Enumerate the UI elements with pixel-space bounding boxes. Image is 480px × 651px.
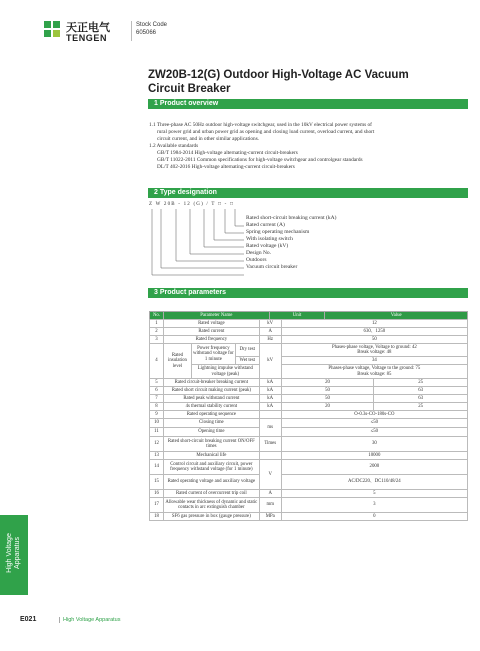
header-value: Value [325,312,468,320]
cell: Lightning impulse withstand voltage (peak) [191,365,259,379]
cell: Rated operating voltage and auxiliary voltage [163,475,259,490]
cell: Rated peak withstand current [163,395,259,403]
cell: Rated current [163,328,259,336]
footer-label: High Voltage Apparatus [59,617,121,623]
cell: Rated current of overcurrent trip coil [163,490,259,498]
cell: kA [259,379,281,387]
cell: Power frequency withstand voltage for 1 minute [191,344,235,365]
designation-item: Rated short-circuit breaking current (kA) [246,215,337,221]
table-row [150,336,468,344]
title-line-1: ZW20B-12(G) Outdoor High-Voltage AC Vacuum [148,69,409,81]
type-code: Z W 20B - 12 (G) / T □ - □ [149,202,235,207]
header-param: Parameter Name [163,312,269,320]
cell: 17 [150,498,164,513]
cell: mm [259,498,281,513]
cell: O-0.3s-CO-180s-CO [281,411,467,419]
designation-item: Rated current (A) [246,222,285,228]
cell: 10 [150,419,164,428]
cell: 63 [374,395,468,403]
cell: 2000 [281,460,467,475]
table-row [150,428,468,437]
cell-line: Break voltage: 85 [357,371,392,377]
stock-code-value: 605066 [136,30,157,36]
overview-line: DL/T 402-2016 High-voltage alternating-current circuit-breakers [157,164,295,170]
logo-cn-text: 天正电气 [66,21,110,34]
cell: 4 [150,344,164,379]
table-row [150,411,468,419]
cell [259,411,281,419]
table-row [150,490,468,498]
designation-item: Vacuum circuit breaker [246,264,298,270]
cell: Allowable wear thickness of dynamic and static contacts in arc extinguish chamber [163,498,259,513]
cell [281,344,467,357]
cell: Hz [259,336,281,344]
cell: Rated frequency [163,336,259,344]
cell: 2 [150,328,164,336]
overview-line: rural power grid and urban power grid as opening and closing load current, overload current, and short [157,129,375,135]
table-row [150,419,468,428]
cell: 8 [150,403,164,411]
cell: 630、1250 [281,328,467,336]
overview-line: 1.2 Available standards [149,143,199,149]
cell: 0 [281,513,467,521]
side-tab-label [6,513,22,593]
cell: 10000 [281,452,467,460]
cell: Wet test [235,357,259,365]
footer [20,616,121,623]
cell: 4s thermal stability current [163,403,259,411]
cell: 15 [150,475,164,490]
overview-line: circuit current, and in other similar applications. [157,136,260,142]
cell: 20 [281,379,374,387]
cell: 50 [281,387,374,395]
cell: 14 [150,460,164,475]
cell: Times [259,437,281,452]
cell [281,365,467,379]
page-number: E021 [20,616,37,623]
cell: 7 [150,395,164,403]
cell: MPa [259,513,281,521]
cell: 30 [281,437,467,452]
logo-en-text: TENGEN [66,33,108,43]
cell: Opening time [163,428,259,437]
table-row [150,379,468,387]
designation-item: Design No. [246,250,272,256]
table-row [150,395,468,403]
section-params-header: 3 Product parameters [148,288,468,298]
cell-line: Break voltage: 48 [357,350,392,355]
cell: kA [259,403,281,411]
table-row [150,452,468,460]
cell: 1 [150,320,164,328]
cell: Rated operating sequence [163,411,259,419]
cell: Dry test [235,344,259,357]
table-row [150,344,468,357]
parameters-table-body [149,319,468,521]
cell: 12 [150,437,164,452]
cell: 16 [150,490,164,498]
table-row [150,387,468,395]
cell: kV [259,320,281,328]
cell: Rated circuit-breaker breaking current [163,379,259,387]
cell: 6 [150,387,164,395]
section-overview-header: 1 Product overview [148,99,468,109]
cell: 50 [281,336,467,344]
side-tab-line: High Voltage [6,533,13,573]
side-tab [0,515,28,595]
overview-line: 1.1 Three-phase AC 50Hz outdoor high-voltage switchgear, used in the 10kV electrical power systems of [149,122,372,128]
cell: 11 [150,428,164,437]
cell: 3 [150,336,164,344]
table-row [150,475,468,490]
side-tab-line: Apparatus [14,537,21,569]
cell: Rated short-circuit breaking current ON/OFF times [163,437,259,452]
cell: 5 [150,379,164,387]
cell: 13 [150,452,164,460]
cell: Rated voltage [163,320,259,328]
table-row [150,365,468,379]
cell: kV [259,344,281,379]
cell: ≤50 [281,419,467,428]
cell: 25 [374,379,468,387]
cell: kA [259,395,281,403]
cell: A [259,490,281,498]
table-row [150,513,468,521]
cell: 50 [281,395,374,403]
overview-line: GB/T 11022-2011 Common specifications for high-voltage switchgear and controlgear standards [157,157,363,163]
table-row [150,498,468,513]
cell: 3 [281,498,467,513]
stock-code-label: Stock Code [136,22,168,28]
designation-item: With isolating switch [246,236,293,242]
cell: 20 [281,403,374,411]
designation-item: Rated voltage (kV) [246,243,289,249]
cell: 5 [281,490,467,498]
table-row [150,328,468,336]
cell: SF6 gas pressure in box (gauge pressure) [163,513,259,521]
cell: Rated insulation level [163,344,191,379]
cell: 25 [374,403,468,411]
cell: Mechanical life [163,452,259,460]
cell: ms [259,419,281,437]
cell: A [259,328,281,336]
cell-line: Phases-phase voltage, Voltage to the ground: 75 [328,366,421,372]
cell: Closing time [163,419,259,428]
title-line-2: Circuit Breaker [148,83,231,95]
cell: 9 [150,411,164,419]
overview-line: GB/T 1984-2014 High-voltage alternating-current circuit-breakers [157,150,298,156]
table-row [150,437,468,452]
cell: 63 [374,387,468,395]
table-row [150,403,468,411]
designation-item: Outdoors [246,257,267,263]
table-row [150,320,468,328]
cell [259,452,281,460]
cell: 18 [150,513,164,521]
designation-item: Spring operating mechanism [246,229,310,235]
cell: Control circuit and auxiliary circuit, power frequency withstand voltage (for 1 minute) [163,460,259,475]
section-type-header: 2 Type designation [148,188,468,198]
table-row [150,460,468,475]
header-unit: Unit [269,312,325,320]
cell: kA [259,387,281,395]
cell: V [259,460,281,490]
cell: Rated short circuit making current (peak) [163,387,259,395]
header-no: No. [150,312,164,320]
cell-line: Phases-phase voltage, Voltage to ground: 42 [331,344,417,350]
cell: 34 [281,357,467,365]
cell: 12 [281,320,467,328]
cell: ≤50 [281,428,467,437]
cell: AC/DC220、DC110/48/24 [281,475,467,490]
